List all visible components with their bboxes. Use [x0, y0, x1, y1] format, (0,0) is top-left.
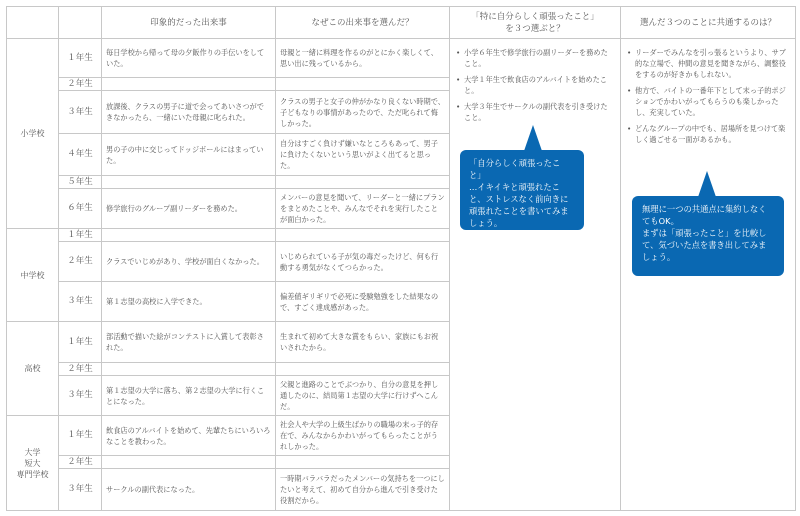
grade: ２年生	[59, 456, 102, 469]
header-event: 印象的だった出来事	[102, 7, 276, 39]
reason-cell: 父親と進路のことでぶつかり、自分の意見を押し通したのに、結局第１志望の大学に行けずへこんだ。	[276, 376, 450, 416]
common-list	[627, 47, 789, 145]
callout-top3-hint	[460, 150, 584, 230]
header-school	[7, 7, 59, 39]
reason-cell: 自分はすごく負けず嫌いなところもあって、男子に負けたくないという思いがよく出てると思った。	[276, 134, 450, 176]
grade: １年生	[59, 229, 102, 242]
table-row	[7, 39, 796, 78]
grade: １年生	[59, 322, 102, 363]
grade: ５年生	[59, 176, 102, 189]
list-item: • どんなグループの中でも、居場所を見つけて楽しく過ごせる一面があるかも。	[627, 123, 789, 145]
list-item: • 大学１年生で飲食店のアルバイトを始めたこと。	[456, 74, 614, 96]
reason-cell: メンバーの意見を聞いて、リーダーと一緒にプランをまとめたことや、みんなでそれを実行したことが面白かった。	[276, 189, 450, 229]
grade: ２年生	[59, 78, 102, 91]
list-item: • リーダーでみんなを引っ張るというより、サブ的な立場で、仲間の意見を聞きながら、調整役をするのが好きかもしれない。	[627, 47, 789, 80]
header-reason: なぜこの出来事を選んだ？	[276, 7, 450, 39]
list-item: • 大学３年生でサークルの副代表を引き受けたこと。	[456, 101, 614, 123]
header-grade	[59, 7, 102, 39]
grade: １年生	[59, 416, 102, 456]
grade: ３年生	[59, 376, 102, 416]
reason-cell	[276, 456, 450, 469]
reason-cell: いじめられている子が気の毒だったけど、何も行動する勇気がなくてつらかった。	[276, 242, 450, 282]
top3-list	[456, 47, 614, 123]
callout-pointer	[524, 125, 542, 151]
event-cell: 部活動で描いた絵がコンテストに入賞して表彰された。	[102, 322, 276, 363]
event-cell: サークルの副代表になった。	[102, 469, 276, 511]
event-cell	[102, 363, 276, 376]
callout-text: 「自分らしく頑張ったこと」 …イキイキと頑張れたこと、ストレスなく前向きに頑張れたことを書いてみましょう。	[469, 158, 569, 228]
grade: ３年生	[59, 469, 102, 511]
list-item: • 小学６年生で修学旅行の副リーダーを務めたこと。	[456, 47, 614, 69]
reason-cell: クラスの男子と女子の仲がかなり良くない時期で、子どもなりの事情があったので、ただ叱られて悔しかった。	[276, 91, 450, 134]
header-common: 選んだ３つのことに共通するのは？	[621, 7, 796, 39]
grade: ３年生	[59, 282, 102, 322]
grade: ４年生	[59, 134, 102, 176]
reason-cell	[276, 78, 450, 91]
reason-cell: 生まれて初めて大きな賞をもらい、家族にもお祝いされたから。	[276, 322, 450, 363]
school-level: 大学 短大 専門学校	[7, 416, 59, 511]
reason-cell	[276, 229, 450, 242]
school-level: 高校	[7, 322, 59, 416]
event-cell	[102, 229, 276, 242]
grade: ６年生	[59, 189, 102, 229]
event-cell: 男の子の中に交じってドッジボールにはまっていた。	[102, 134, 276, 176]
school-level: 中学校	[7, 229, 59, 322]
reason-cell	[276, 176, 450, 189]
event-cell	[102, 456, 276, 469]
callout-common-hint	[632, 196, 784, 276]
reason-cell: 一時期バラバラだったメンバーの気持ちを一つにしたいと考えて、初めて自分から進んで引き受けた役割だから。	[276, 469, 450, 511]
grade: １年生	[59, 39, 102, 78]
callout-text: 無理に一つの共通点に集約しなくてもOK。 まずは「頑張ったこと」を比較して、気づいた点を書き出してみましょう。	[642, 204, 767, 262]
event-cell: 第１志望の大学に落ち、第２志望の大学に行くことになった。	[102, 376, 276, 416]
event-cell: 第１志望の高校に入学できた。	[102, 282, 276, 322]
callout-pointer	[698, 171, 716, 197]
grade: ２年生	[59, 363, 102, 376]
grade: ３年生	[59, 91, 102, 134]
event-cell: クラスでいじめがあり、学校が面白くなかった。	[102, 242, 276, 282]
top3-list-cell	[450, 39, 621, 511]
event-cell: 飲食店のアルバイトを始めて、先輩たちにいろいろなことを教わった。	[102, 416, 276, 456]
reason-cell: 偏差値ギリギリで必死に受験勉強をした結果なので、すごく達成感があった。	[276, 282, 450, 322]
header-top3: 「特に自分らしく頑張ったこと」 を３つ選ぶと？	[450, 7, 621, 39]
reason-cell: 社会人や大学の上級生ばかりの職場の末っ子的存在で、みんなからかわいがってもらったことがうれしかった。	[276, 416, 450, 456]
list-item: • 他方で、バイトの一番年下として末っ子的ポジションでかわいがってもらうのも楽しかったし、充実していた。	[627, 85, 789, 118]
event-cell	[102, 78, 276, 91]
grade: ２年生	[59, 242, 102, 282]
event-cell: 毎日学校から帰って母の夕飯作りの手伝いをしていた。	[102, 39, 276, 78]
reason-cell	[276, 363, 450, 376]
school-level: 小学校	[7, 39, 59, 229]
event-cell	[102, 176, 276, 189]
event-cell: 放課後、クラスの男子に道で会ってあいさつができなかったら、一緒にいた母親に叱られた。	[102, 91, 276, 134]
reason-cell: 母親と一緒に料理を作るのがとにかく楽しくて、思い出に残っているから。	[276, 39, 450, 78]
event-cell: 修学旅行のグループ副リーダーを務めた。	[102, 189, 276, 229]
